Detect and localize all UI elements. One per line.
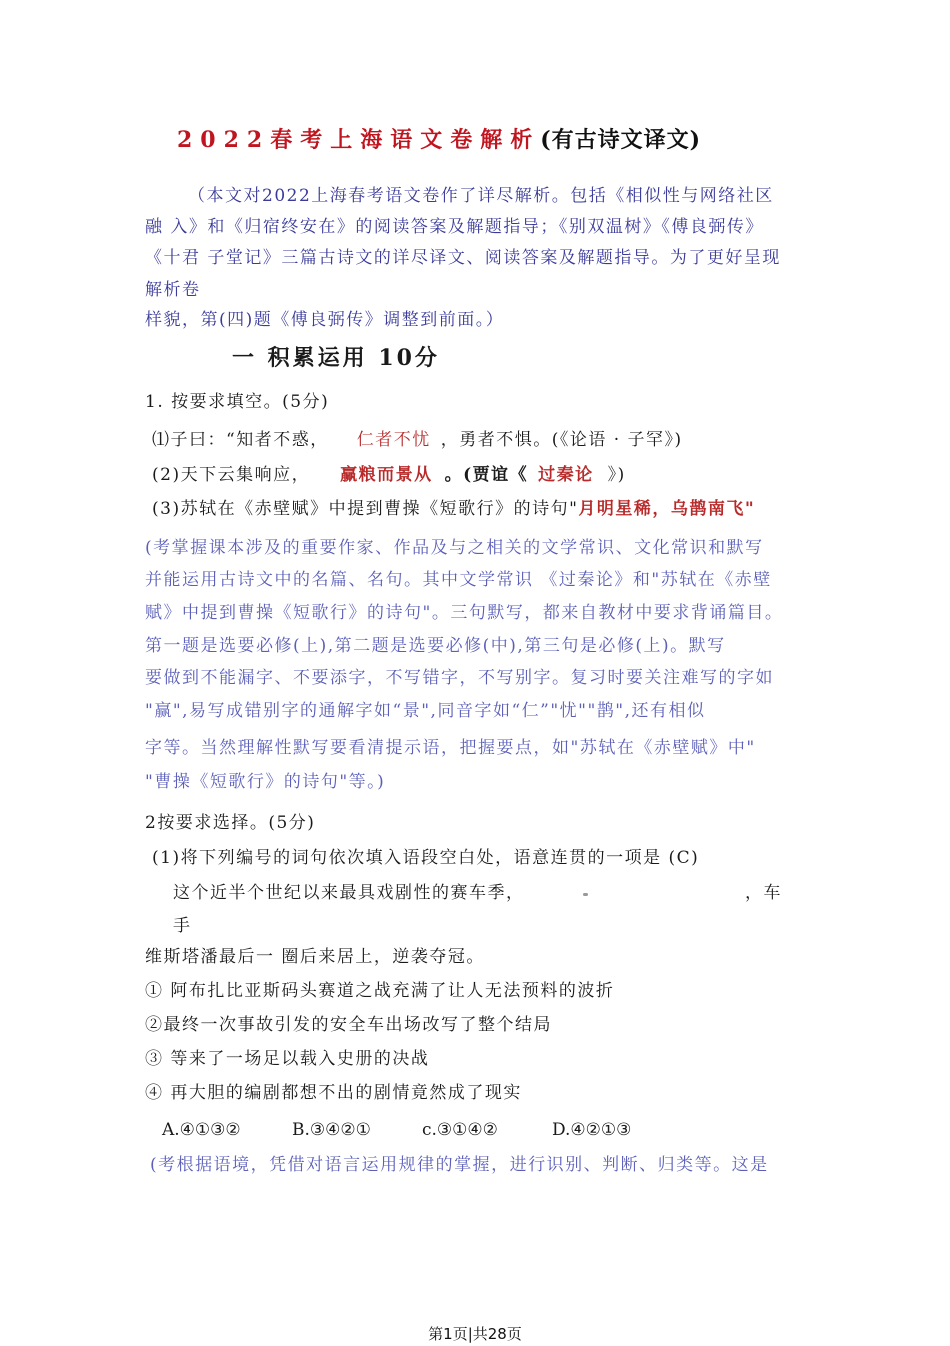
q1-a: [152, 428, 683, 452]
q1-note-line-1: (考掌握课本涉及的重要作家、作品及与之相关的文学常识、文化常识和默写: [145, 538, 764, 558]
q2-item-3: ③ 等来了一场足以载入史册的决战: [145, 1049, 430, 1069]
q2-passage-line-3: 维斯塔潘最后一 圈后来居上，逆袭夺冠。: [145, 947, 485, 967]
q2-note-line-1: (考根据语境，凭借对语言运用规律的掌握，进行识别、判断、归类等。这是: [150, 1155, 769, 1175]
intro-line-1: （本文对2022上海春考语文卷作了详尽解析。包括《相似性与网络社区: [188, 186, 774, 206]
q2-option-c: c.③①④②: [422, 1120, 498, 1140]
intro-line-2: 融 入》和《归宿终安在》的阅读答案及解题指导；《别双温树》《傅良弼传》: [145, 217, 764, 237]
stray-mark: [583, 893, 588, 896]
q1-note-line-3: 赋》中提到曹操《短歌行》的诗句"。三句默写，都来自教材中要求背诵篇目。: [145, 603, 784, 623]
q2-option-a: A.④①③②: [162, 1120, 241, 1140]
q2-item-1: ① 阿布扎比亚斯码头赛道之战充满了让人无法预料的波折: [145, 981, 615, 1001]
q1-c: [152, 497, 755, 521]
q1-a-suffix: ，勇者不惧。(《论语 · 子罕》): [440, 430, 683, 450]
intro-line-4: 解析卷: [145, 280, 201, 300]
q1-note-line-4: 第一题是选要必修(上),第二题是选要必修(中),第三句是必修(上)。默写: [145, 636, 726, 656]
page-title: [177, 128, 701, 152]
q1-note-line-2: 并能运用古诗文中的名篇、名句。其中文学常识 《过秦论》和"苏轼在《赤壁: [145, 570, 772, 590]
title-paren: (有古诗文译文): [540, 127, 702, 153]
intro-line-5: 样貌，第(四)题《傅良弼传》调整到前面。）: [145, 310, 505, 330]
q1-c-answer: 月明星稀，乌鹊南飞": [578, 499, 756, 519]
q1-b: [152, 463, 626, 487]
q1-note-line-8: "曹操《短歌行》的诗句"等。): [145, 772, 386, 792]
q1-b-middle: 。(贾谊《: [444, 465, 529, 485]
q2-option-b: B.③④②①: [292, 1120, 371, 1140]
q2-sub: (1)将下列编号的词句依次填入语段空白处，语意连贯的一项是 (C): [152, 848, 700, 868]
q1-b-prefix: (2)天下云集响应，: [152, 465, 311, 485]
q1-note-line-5: 要做到不能漏字、不要添字，不写错字，不写别字。复习时要关注难写的字如: [145, 668, 774, 688]
q2-passage-line-2: 手: [173, 916, 192, 936]
page-footer: 第1页|共28页: [428, 1325, 522, 1343]
q1-b-answer: 赢粮而景从: [340, 465, 433, 485]
intro-line-3: 《十君 子堂记》三篇古诗文的详尽译文、阅读答案及解题指导。为了更好呈现: [145, 248, 781, 268]
q1-b-answer-2: 过秦论: [538, 465, 594, 485]
q2-passage-line-1-end: ，车: [745, 883, 782, 903]
q1-c-prefix: (3)苏轼在《赤壁赋》中提到曹操《短歌行》的诗句": [152, 499, 579, 519]
q2-option-d: D.④②①③: [552, 1120, 632, 1140]
q2-item-2: ②最终一次事故引发的安全车出场改写了整个结局: [145, 1015, 552, 1035]
title-main: 2022春考上海语文卷解析: [177, 127, 541, 153]
q1-stem: 1. 按要求填空。(5分): [145, 392, 330, 412]
q2-stem: 2按要求选择。(5分): [145, 813, 316, 833]
section-heading: 一 积累运用 10分: [232, 345, 440, 371]
q2-passage-line-1: 这个近半个世纪以来最具戏剧性的赛车季，: [173, 883, 525, 903]
q1-a-answer: 仁者不忧: [356, 430, 431, 450]
q1-b-suffix: 》): [607, 465, 626, 485]
q1-note-line-6: "赢",易写成错别字的通解字如“景",同音字如“仁”"忧""鹊",还有相似: [145, 701, 706, 721]
q2-item-4: ④ 再大胆的编剧都想不出的剧情竟然成了现实: [145, 1083, 522, 1103]
q1-note-line-7: 字等。当然理解性默写要看清提示语，把握要点，如"苏轼在《赤壁赋》中": [145, 738, 756, 758]
q1-a-prefix: ⑴子曰：“知者不惑，: [152, 430, 329, 450]
